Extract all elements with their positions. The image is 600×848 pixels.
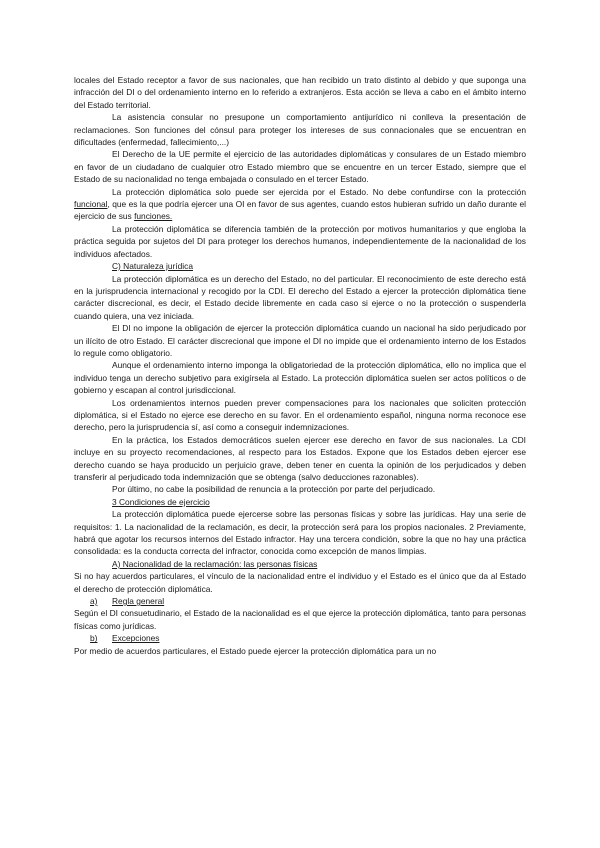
heading-letter: b) xyxy=(90,633,98,644)
paragraph: La protección diplomática es un derecho del Estado, no del particular. El reconocimiento de este derecho está en la jurisprudencia internacional y recogido por la CDI. El derecho del Estado a ejercer la protección diplomática tiene carácter discrecional, es decir, el Estado decide libremente en cada caso si ejerce o no la protección o suspenderla cuando quiera, una vez iniciada. xyxy=(74,273,526,321)
paragraph: La protección diplomática se diferencia también de la protección por motivos humanitarios y que engloba la práctica seguida por sujetos del DI para proteger los derechos humanos, independientemente de la nacionalidad de los individuos afectados. xyxy=(74,223,526,259)
paragraph: Si no hay acuerdos particulares, el vínculo de la nacionalidad entre el individuo y el Estado es el único que da al Estado el derecho de protección diplomática. xyxy=(74,571,526,594)
subsection-heading xyxy=(74,632,526,644)
document-page xyxy=(74,74,526,657)
paragraph: La protección diplomática puede ejercerse sobre las personas físicas y sobre las jurídicas. Hay una serie de requisitos: 1. La nacionalidad de la reclamación, es decir, la protección será para los propios nacionales. 2 Previamente, habrá que agotar los recursos internos del Estado infractor. Hay una tercera condición, sobre la que no hay una práctica consolidada: es la conducta correcta del infractor, conocida como excepción de manos limpias. xyxy=(74,509,526,557)
paragraph: Según el DI consuetudinario, el Estado de la nacionalidad es el que ejerce la protección diplomática, tanto para personas físicas como jurídicas. xyxy=(74,608,526,631)
paragraph: La asistencia consular no presupone un comportamiento antijurídico ni conlleva la presentación de reclamaciones. Son funciones del cónsul para proteger los intereses de sus connacionales que se encuentran en dificultades (enfermedad, fallecimiento,...) xyxy=(74,112,526,148)
text-run: La protección diplomática solo puede ser ejercida por el Estado. No debe confundirse con la protección xyxy=(112,186,526,197)
paragraph: locales del Estado receptor a favor de sus nacionales, que han recibido un trato distinto al debido y que suponga una infracción del DI o del ordenamiento interno en lo referido a extranjeros. Esta acción se lleva a cabo en el ámbito interno del Estado territorial. xyxy=(74,75,526,110)
section-heading xyxy=(74,260,526,272)
heading-text: C) Naturaleza jurídica xyxy=(112,261,193,272)
paragraph: Por medio de acuerdos particulares, el Estado puede ejercer la protección diplomática para un no xyxy=(74,645,437,656)
subsection-heading xyxy=(74,595,526,607)
paragraph: Aunque el ordenamiento interno imponga la obligatoriedad de la protección diplomática, ello no implica que el individuo tenga un derecho subjetivo para exigírsela al Estado. La protección diplomática suelen ser actos políticos o de gobierno y escapan al control jurisdiccional. xyxy=(74,360,526,396)
text-run: , que es la que podría ejercer una OI en favor de sus agentes, cuando estos hubieran sufrido un daño durante el ejercicio de sus xyxy=(74,199,526,222)
section-heading xyxy=(74,496,526,508)
underlined-term: funciones. xyxy=(134,211,173,222)
paragraph: En la práctica, los Estados democráticos suelen ejercer ese derecho en favor de sus nacionales. La CDI incluye en su proyecto recomendaciones, al respecto para los Estados. Expone que los Estados deben ejercer ese derecho cuando se haya producido un perjuicio grave, deben tener en cuenta la opinión de los perjudicados y deben transferir al perjudicado toda indemnización que se obtenga (salvo deducciones razonables). xyxy=(74,434,526,482)
heading-letter: a) xyxy=(90,596,98,607)
heading-text: A) Nacionalidad de la reclamación: las personas físicas xyxy=(112,558,318,569)
underlined-term: funcional xyxy=(74,199,108,210)
heading-text: 3 Condiciones de ejercicio xyxy=(112,496,210,507)
paragraph xyxy=(74,186,526,223)
paragraph: Los ordenamientos internos pueden prever compensaciones para los nacionales que soliciten protección diplomática, si el Estado no ejerce ese derecho en su favor. En el ordenamiento español, ninguna norma reconoce ese derecho, pero la jurisprudencia sí, así como a conseguir indemnizaciones. xyxy=(74,397,526,433)
paragraph: El Derecho de la UE permite el ejercicio de las autoridades diplomáticas y consulares de un Estado miembro en favor de un ciudadano de cualquier otro Estado miembro que se encuentre en un tercer Estado, siempre que el Estado de su nacionalidad no tenga embajada o consulado en el tercer Estado. xyxy=(74,149,526,185)
heading-text: Excepciones xyxy=(112,633,160,644)
heading-text: Regla general xyxy=(112,596,165,607)
paragraph: El DI no impone la obligación de ejercer la protección diplomática cuando un nacional ha sido perjudicado por un ilícito de otro Estado. El carácter discrecional que impone el DI no impide que el ordenamiento interno de los Estados lo regule como obligatorio. xyxy=(74,323,526,358)
section-heading xyxy=(74,558,526,570)
paragraph: Por último, no cabe la posibilidad de renuncia a la protección por parte del perjudicado. xyxy=(112,484,436,495)
